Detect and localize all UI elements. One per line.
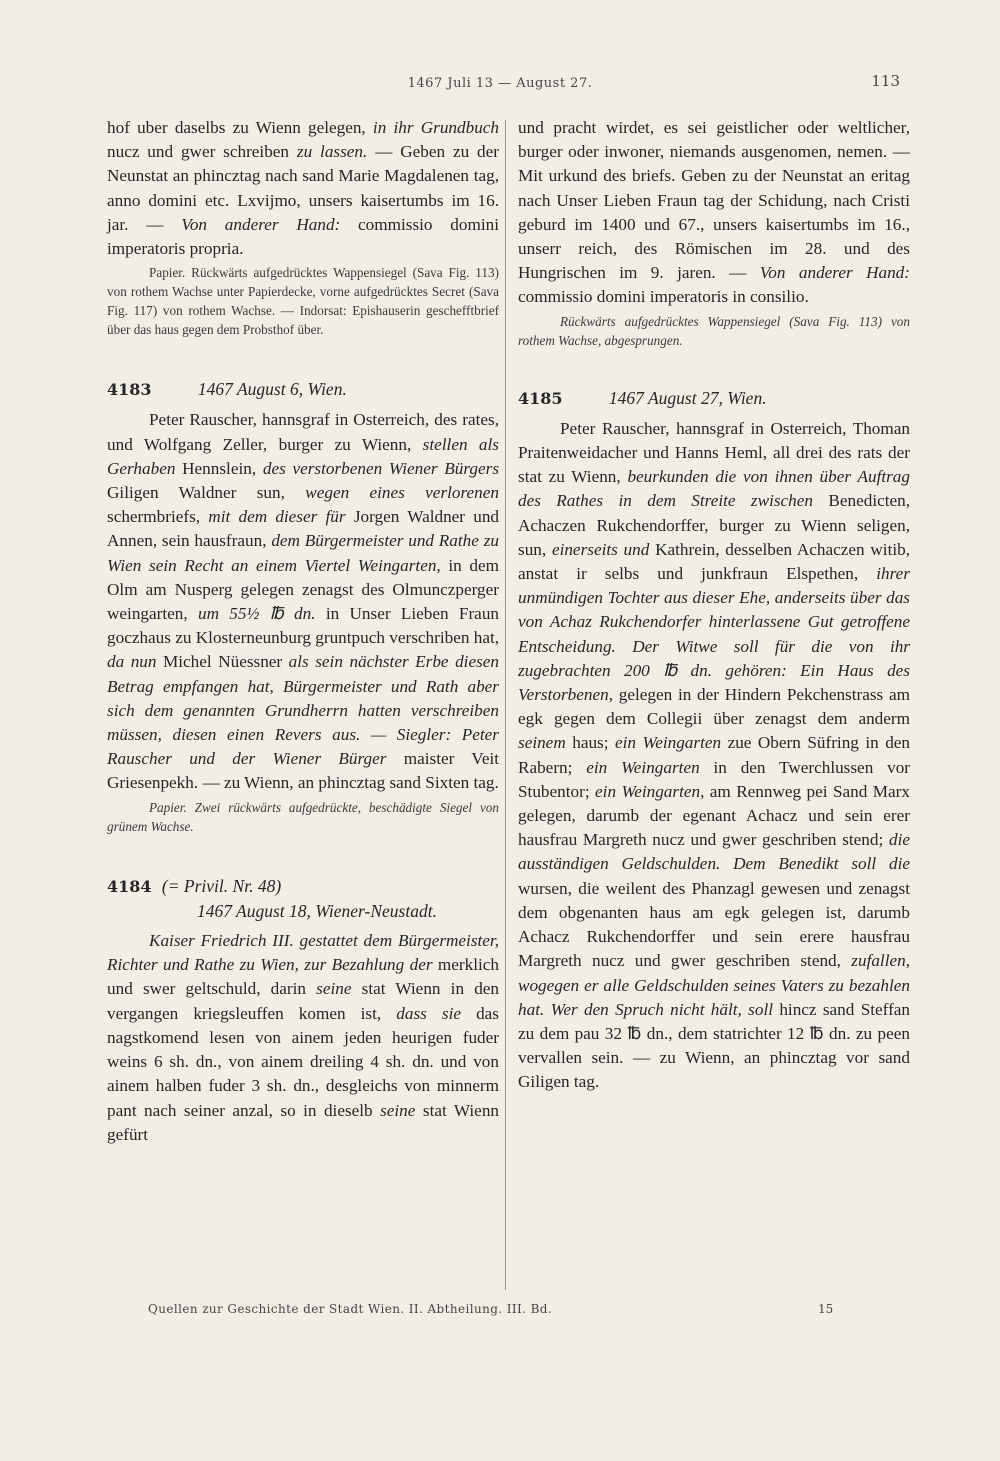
entry-number: 4183 <box>107 380 152 400</box>
archival-note: Papier. Zwei rückwärts aufgedrückte, beschädigte Siegel von grünem Wachse. <box>107 799 499 834</box>
right-column <box>518 116 910 1095</box>
series-footer: Quellen zur Geschichte der Stadt Wien. II. Abtheilung. III. Bd. <box>148 1302 553 1316</box>
entry-date: 1467 August 6, Wien. <box>197 379 347 400</box>
archival-note: Papier. Rückwärts aufgedrücktes Wappensiegel (Sava Fig. 113) von rothem Wachse unter Papierdecke, vorne aufgedrücktes Secret (Sava Fig. 117) von rothem Wachse. — Indorsat: Epishauserin geschefftbrief über das haus gegen dem Probsthof über. <box>107 265 499 338</box>
entry-reference: (= Privil. Nr. 48) <box>161 875 282 896</box>
entry-date: 1467 August 18, Wiener-Neustadt. <box>197 900 437 921</box>
entry-number: 4184 <box>107 876 152 896</box>
signature-mark: 15 <box>818 1302 834 1316</box>
left-column <box>107 116 499 1147</box>
page-number: 113 <box>871 72 900 90</box>
entry-body-4184: Kaiser Friedrich III. gestattet dem Bürgermeister, Richter und Rathe zu Wien, zur Bezahlung der merklich und swer geltschuld, darin seine stat Wienn in den vergangen kriegsleuffen komen ist, dass sie das nagstkomend lesen von ainem jeden heurigen fuder weins 6 sh. dn., von ainem dreiling 4 sh. dn. und von ainem halben fuder 3 sh. dn., desgleichs von minnerm pant nach seiner anzal, so in dieselb seine stat Wienn gefürt <box>107 931 500 1144</box>
entry-number: 4185 <box>518 388 563 408</box>
running-head: 1467 Juli 13 — August 27. <box>407 76 593 91</box>
continuation-paragraph: und pracht wirdet, es sei geistlicher oder weltlicher, burger oder inwoner, niemands ausgenomen, nemen. — Mit urkund des briefs. Geben zu der Neunstat an eritag nach Unser Lieben Fraun tag der Schidung, nach Cristi geburd im 1400 und 67., unsers kaisertumbs im 16., unserr reich, des Römischen im 28. und des Hungrischen im 9. jaren. — Von anderer Hand: commissio domini imperatoris in consilio. <box>518 118 910 307</box>
column-divider <box>505 120 506 1290</box>
archival-note: Rückwärts aufgedrücktes Wappensiegel (Sava Fig. 113) von rothem Wachse, abgesprungen. <box>518 313 910 348</box>
entry-body-4185: Peter Rauscher, hannsgraf in Osterreich, Thoman Praitenweidacher und Hanns Heml, all drei des rats der stat zu Wienn, beurkunden die von ihnen über Auftrag des Rathes in dem Streite zwischen Benedicten, Achaczen Rukchendorffer, burger zu Wienn seligen, sun, einerseits und Kathrein, desselben Achaczen witib, anstat ir selbs und junkfraun Elspethen, ihrer unmündigen Tochter aus dieser Ehe, anderseits über das von Achaz Rukchendorfer hinterlassene Gut getroffene Entscheidung. Der Witwe soll für die von ihr zugebrachten 200 ℔ dn. gehören: Ein Haus des Verstorbenen, gelegen in der Hindern Pekchenstrass am egk gegen dem Collegii über zenagst dem anderm seinem haus; ein Weingarten zue Obern Süfring in den Rabern; ein Weingarten in den Twerchlussen vor Stubentor; ein Weingarten, am Rennweg pei Sand Marx gelegen, darumb der egenant Achacz und sein erer hausfrau Margreth nucz und gwer geschriben stend; die ausständigen Geldschulden. Dem Benedikt soll die wursen, die weilent des Phanzagl gewesen und zenagst dem obgenanten haus am egk gelegen ist, darumb Achacz Rukchendorffer und sein erere hausfrau Margreth nucz und gwer geschriben stend, zufallen, wogegen er alle Geldschulden seines Vaters zu bezahlen hat. Wer den Spruch nicht hält, soll hincz sand Steffan zu dem pau 32 ℔ dn., dem statrichter 12 ℔ dn. zu peen vervallen sein. — zu Wienn, an phincztag vor sand Giligen tag. <box>518 418 911 1092</box>
entry-heading-4184 <box>107 874 499 923</box>
entry-heading-4185 <box>518 386 910 411</box>
continuation-paragraph: hof uber daselbs zu Wienn gelegen, in ihr Grundbuch nucz und gwer schreiben zu lassen. — Geben zu der Neunstat an phincztag nach sand Marie Magdalenen tag, anno domini etc. Lxvijmo, unsers kaisertumbs im 16. jar. — Von anderer Hand: commissio domini imperatoris propria. <box>107 118 500 259</box>
entry-body-4183: Peter Rauscher, hannsgraf in Osterreich, des rates, und Wolfgang Zeller, burger zu Wienn, stellen als Gerhaben Hennslein, des verstorbenen Wiener Bürgers Giligen Waldner sun, wegen eines verlorenen schermbriefs, mit dem dieser für Jorgen Waldner und Annen, sein hausfraun, dem Bürgermeister und Rathe zu Wien sein Recht an einem Viertel Weingarten, in dem Olm am Nusperg gelegen zenagst des Olmunczperger weingarten, um 55½ ℔ dn. in Unser Lieben Fraun goczhaus zu Klosterneunburg gruntpuch verschriben hat, da nun Michel Nüessner als sein nächster Erbe diesen Betrag empfangen hat, Bürgermeister und Rath aber sich dem genannten Grundherrn hatten verschreiben müssen, diesen einen Revers aus. — Siegler: Peter Rauscher und der Wiener Bürger maister Veit Griesenpekh. — zu Wienn, an phincztag sand Sixten tag. <box>107 410 500 793</box>
entry-date: 1467 August 27, Wien. <box>608 387 767 408</box>
entry-heading-4183 <box>107 377 499 402</box>
